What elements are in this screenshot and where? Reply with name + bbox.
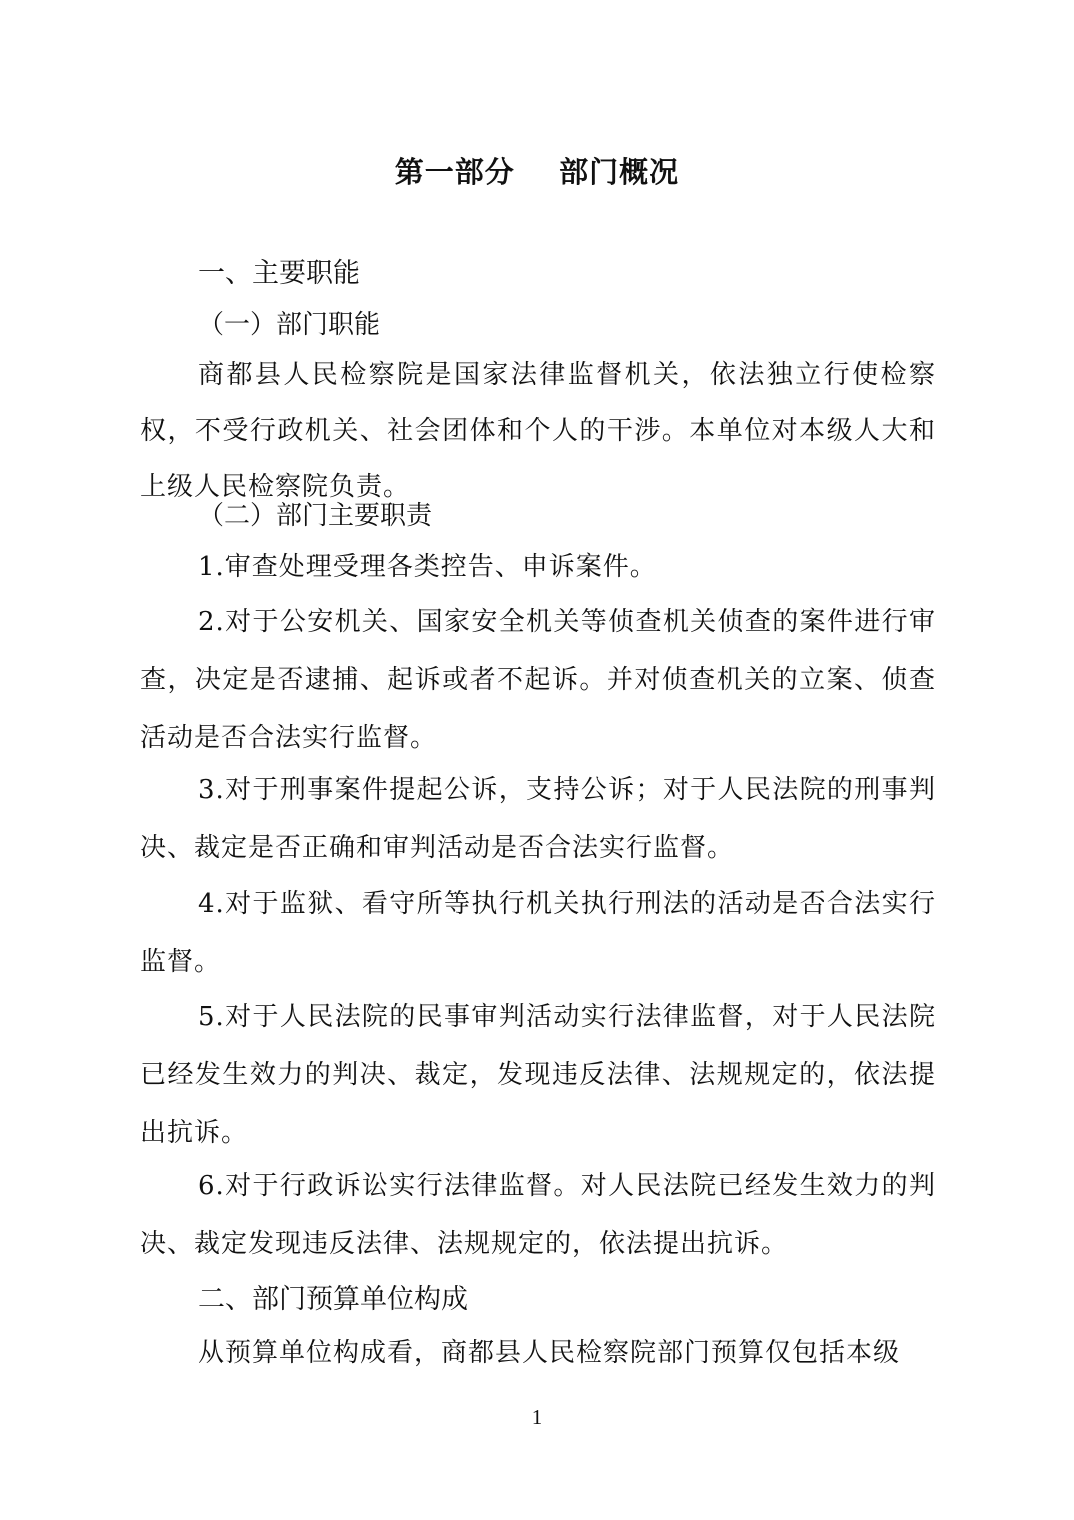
section-heading-budget-units: 二、部门预算单位构成 — [198, 1284, 468, 1315]
paragraph-department-functions: 商都县人民检察院是国家法律监督机关，依法独立行使检察权，不受行政机关、社会团体和个人的干涉。本单位对本级人大和上级人民检察院负责。 — [140, 360, 936, 502]
duty-item-2: 2.对于公安机关、国家安全机关等侦查机关侦查的案件进行审查，决定是否逮捕、起诉或者不起诉。并对侦查机关的立案、侦查活动是否合法实行监督。 — [140, 607, 936, 753]
duty-item-3: 3.对于刑事案件提起公诉，支持公诉；对于人民法院的刑事判决、裁定是否正确和审判活动是否合法实行监督。 — [140, 775, 936, 863]
duty-item-6: 6.对于行政诉讼实行法律监督。对人民法院已经发生效力的判决、裁定发现违反法律、法规规定的，依法提出抗诉。 — [140, 1171, 936, 1259]
subsection-heading-main-duties: （二）部门主要职责 — [198, 501, 433, 531]
duty-item-5: 5.对于人民法院的民事审判活动实行法律监督，对于人民法院已经发生效力的判决、裁定，发现违反法律、法规规定的，依法提出抗诉。 — [140, 1002, 936, 1148]
duty-item-4: 4.对于监狱、看守所等执行机关执行刑法的活动是否合法实行监督。 — [140, 889, 936, 977]
duty-item-1: 1.审查处理受理各类控告、申诉案件。 — [198, 552, 657, 582]
page-title: 第一部分 部门概况 — [394, 155, 680, 189]
section-heading-main-functions: 一、主要职能 — [198, 258, 360, 289]
paragraph-budget-units: 从预算单位构成看，商都县人民检察院部门预算仅包括本级 — [198, 1338, 901, 1368]
page-number: 1 — [531, 1405, 543, 1429]
subsection-heading-department-functions: （一）部门职能 — [198, 310, 381, 340]
